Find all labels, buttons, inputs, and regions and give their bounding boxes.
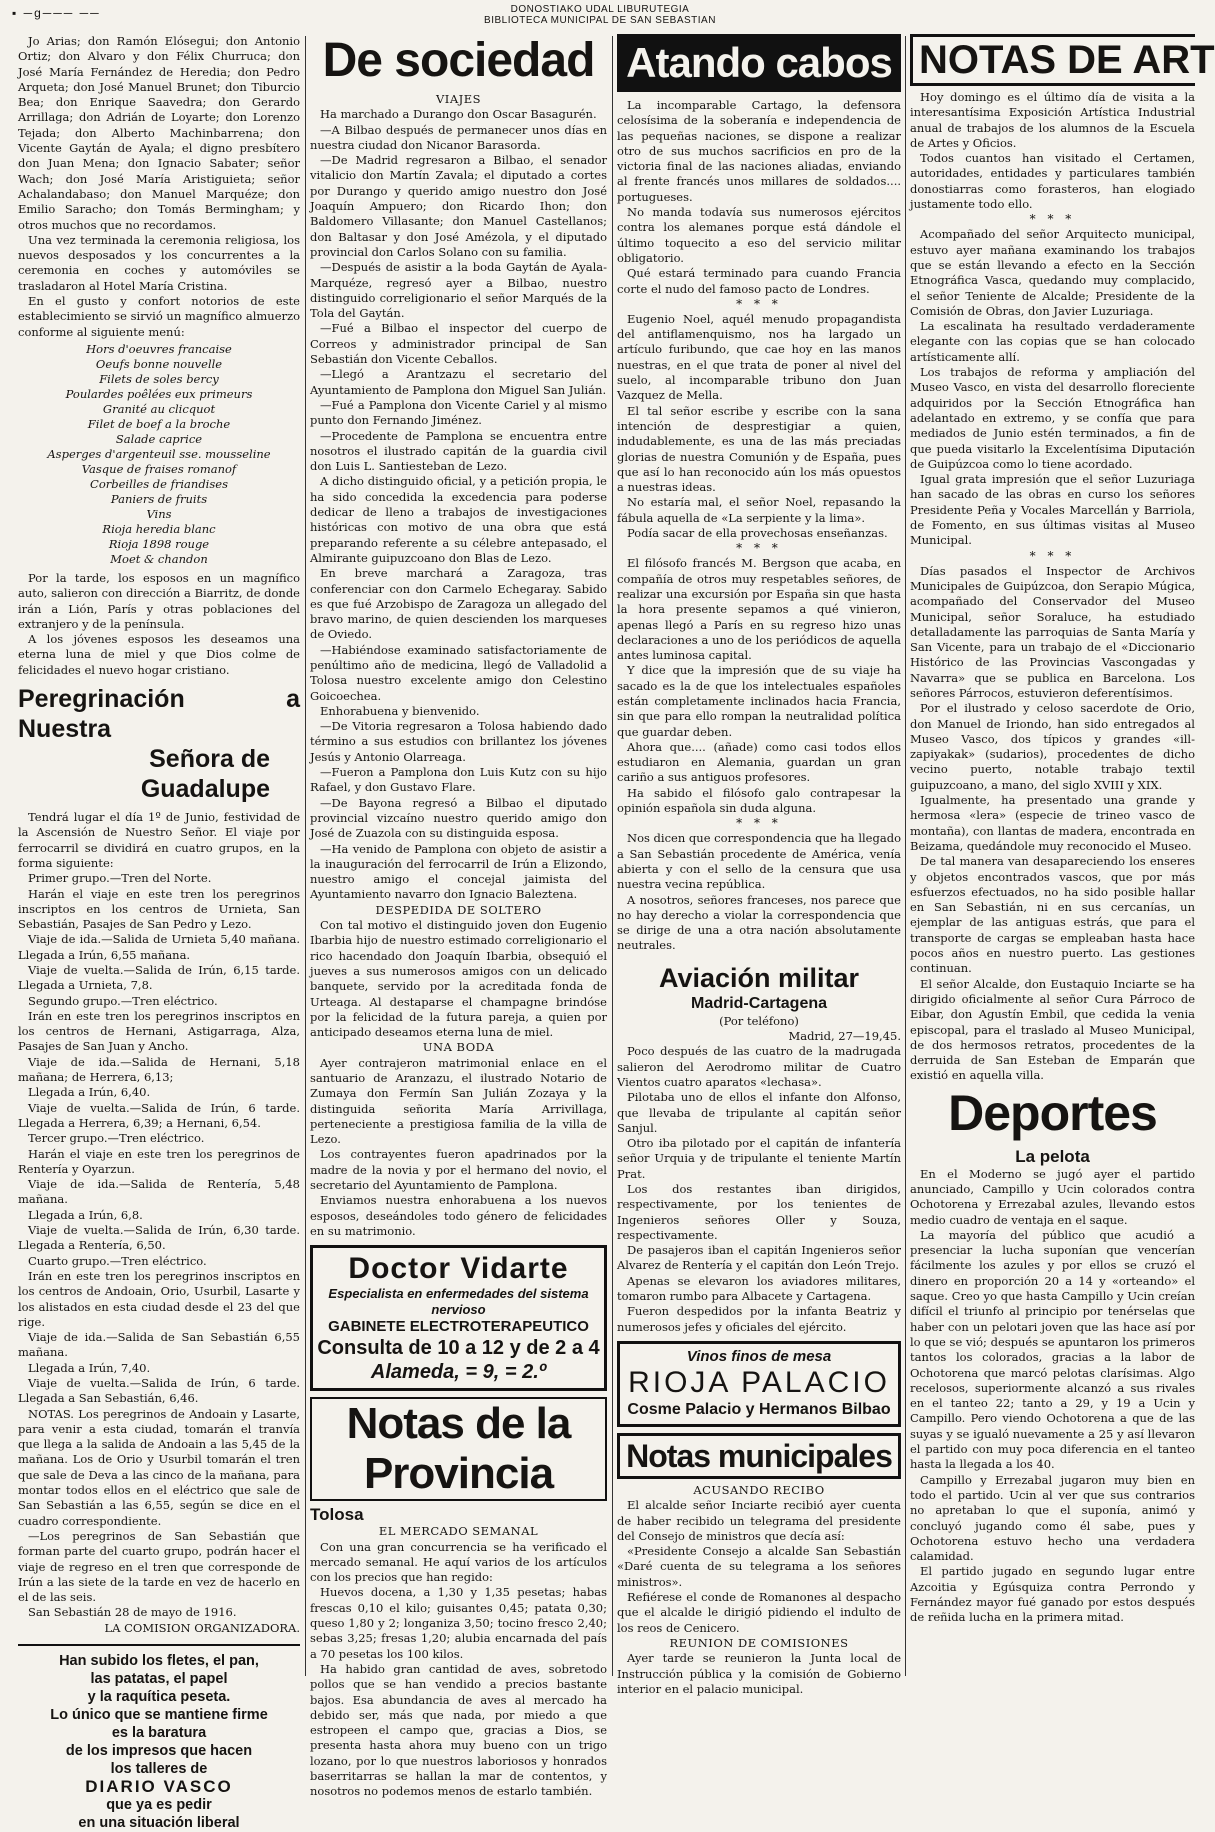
promo-line: y la raquítica peseta.: [87, 1689, 231, 1706]
section-subhead: ACUSANDO RECIBO: [693, 1482, 825, 1497]
paragraph: Ha sabido el filósofo galo contrapesar la opinión española sin duda alguna.: [617, 785, 901, 816]
paragraph: Viaje de ida.—Salida de Hernani, 5,18 mañana; de Herrera, 6,13;: [18, 1054, 300, 1085]
paragraph: Jo Arias; don Ramón Elósegui; don Antonio Ortiz; don Alvaro y don Félix Churruca; don José María Fernández de Heredia; don Pedro Arqueta; don José Manuel Brunet; don Tiburcio Bea; don Enrique Saavedra; don Gerardo Arrillaga; don Adrián de Loyarte; don Lorenzo Tejada; don Alberto Machinbarrena; don Vicente Gaytán de Ayala; el digno presbítero don Juan Mena; don Ignacio Sabater; señor Wach; don José María Aristiguieta; señor Achalandabaso; don Manuel Marquéze; don Emilio Saracho; don Tomás Bermingham; y otros muchos que no recordamos.: [18, 34, 300, 232]
paragraph: —Fueron a Pamplona don Luis Kutz con su hijo Rafael, y don Gustavo Flare.: [310, 765, 607, 795]
paragraph: Días pasados el Inspector de Archivos Municipales de Guipúzcoa, don Serapio Múgica, acompañado del Conservador del Museo Municipal, señor Soraluce, ha estudiado detalladamente las parroquias de Santa María y San Vicente, para un trabajo de el «Diccionario Histórico de las Provincias Vascongadas y Navarra» que se publica en Barcelona. Los señores Párrocos, estuvieron deferentísimos.: [910, 563, 1195, 700]
paragraph: Llegada a Irún, 6,8.: [28, 1207, 143, 1222]
menu-item: Salade caprice: [115, 431, 203, 446]
paragraph: Nos dicen que correspondencia que ha llegado a San Sebastián procedente de América, venía abierta y con el sello de la censura que usa nuestra vecina república.: [617, 831, 901, 892]
pilgrimage-headline-line-1: Peregrinación a Nuestra: [18, 685, 300, 744]
paragraph: —Fué a Pamplona don Vicente Cariel y al mismo punto don Fernando Jiménez.: [310, 397, 607, 428]
paragraph: Igualmente, ha presentado una grande y hermosa «lera» (especie de trineo vasco de montaña), con llantas de madera, encontrada en Beizama, quedándole muy reconocido el Museo.: [910, 793, 1195, 853]
paragraph: De tal manera van desapareciendo los enseres y objetos encontrados vascos, que por más esfuerzos efectuados, no ha sido posible hallar en San Sebastián, ni en sus cercanías, un ejemplar de las antiguas estrás, que para el transporte de cargas se empleaban hasta hace pocos años en nuestro puerto. Las gestiones continuan.: [910, 854, 1195, 976]
paragraph: Llegada a Irún, 6,40.: [28, 1085, 151, 1100]
telephone-note: (Por teléfono): [719, 1013, 799, 1028]
page-mark: ▪ ─g─── ──: [12, 6, 101, 20]
pilgrimage-headline: [18, 684, 300, 804]
section-subhead: VIAJES: [435, 92, 482, 106]
column-3: [617, 34, 901, 1696]
paragraph: Fueron despedidos por la infanta Beatriz y numerosos jefes y oficiales del ejército.: [617, 1304, 901, 1334]
paragraph: Los contrayentes fueron apadrinados por la madre de la novia y por el hermano del novio, el secretario del Ayuntamiento de Pamplona.: [310, 1147, 607, 1193]
menu-item: Granité au clicquot: [102, 401, 216, 416]
menu-item: Filet de boef a la broche: [87, 416, 231, 431]
promo-line: es la baratura: [111, 1725, 207, 1742]
municipal-notes-headline: Notas municipales: [617, 1433, 901, 1479]
ad-cabinet: GABINETE ELECTROTERAPEUTICO: [328, 1318, 589, 1336]
section-separator: * * *: [736, 816, 782, 831]
paragraph: Primer grupo.—Tren del Norte.: [28, 871, 212, 886]
section-subhead: EL MERCADO SEMANAL: [378, 1524, 539, 1539]
paragraph: Llegada a Irún, 7,40.: [28, 1360, 151, 1375]
society-headline: De sociedad: [322, 34, 595, 87]
paragraph: En el Moderno se jugó ayer el partido anunciado, Campillo y Ucin colorados contra Ochotorena y Errezabal azules, llevando estos medio cuadro de ventaja en el saque.: [910, 1166, 1195, 1227]
paragraph: Ayer tarde se reunieron la Junta local de Instrucción pública y la comisión de Gobierno interior en el palacio municipal.: [617, 1651, 901, 1696]
paragraph: Poco después de las cuatro de la madrugada salieron del Aerodromo militar de Cuatro Vientos cuatro aparatos «lechasa».: [617, 1044, 901, 1089]
promo-line: de los impresos que hacen: [65, 1743, 253, 1760]
paragraph: —A Bilbao después de permanecer unos días en nuestra ciudad don Nicanor Barasorda.: [310, 122, 607, 152]
column-4: [910, 34, 1215, 1684]
paragraph: Podía sacar de ella provechosas enseñanzas.: [627, 526, 888, 541]
paragraph: Irán en este tren los peregrinos inscriptos en los centros de Hernani, Astigarraga, Alza, Pasajes de San Juan y Ancho.: [18, 1008, 300, 1054]
paragraph: En el gusto y confort notorios de este establecimiento se sirvió un magnífico almuerzo conforme al siguiente menú:: [18, 294, 300, 339]
paragraph: Los trabajos de reforma y ampliación del Museo Vasco, en vista del desarrollo floreciente adquiridos por la Sección Etnográfica han adelantado en extremo, y se confía que para mediados de Junio estén terminados, a fin de que pueda visitarlo la Excelentísima Diputación de Guipúzcoa como lo tiene acordado.: [910, 365, 1195, 471]
menu-item: Vins: [146, 506, 172, 521]
paragraph: La mayoría del público que acudió a presenciar la lucha suponían que vencerían fácilmente los azules y por ellos se cruzó el dinero en proporción 20 a 14 y «orteando» el saque. Creo yo que hasta Campillo y Ucin creían difícil el triunfo al principio por tenérselas que haber con un pelotari joven que las hace así por lo que se vió; después se apuntaron los primeros tantos los colorados, gracias a la labor de Ochotorena que marcó pelotas clarísimas. Algo recelosos, superiormente alcanzó a sus rivales en el tanteo 22; tanto a 29, y 19 a Ucin y Campillo. Pero viendo Ochotorena a que de las suyas y se igualó nuevamente a 25 y así llevaron el partido con muy poca diferencia en el tanteo hasta la llegada a los 40.: [910, 1227, 1195, 1472]
paragraph: Por la tarde, los esposos en un magnífico auto, salieron con dirección a Biarritz, de donde irán a Lión, París y otras poblaciones del extranjero y de la península.: [18, 570, 300, 631]
paragraph: Apenas se elevaron los aviadores militares, tomaron rumbo para Albacete y Cartagena.: [617, 1273, 901, 1304]
menu-item: Vasque de fraises romanof: [81, 461, 237, 476]
menu-item: Asperges d'argenteuil sse. mousseline: [47, 446, 271, 461]
ad-tagline: Vinos finos de mesa: [686, 1347, 832, 1365]
section-separator: * * *: [1029, 548, 1076, 563]
paragraph: Con una gran concurrencia se ha verificado el mercado semanal. He aquí varios de los artículos con los precios que han regido:: [310, 1539, 607, 1585]
paragraph: —Los peregrinos de San Sebastián que forman parte del cuarto grupo, podrán hacer el viaje de regreso en el tren que corresponde de Irún a las siete de la tarde en vez de hacerlo en el de las seis.: [18, 1528, 300, 1605]
ad-brand: RIOJA PALACIO: [628, 1365, 890, 1399]
town-subhead: Tolosa: [310, 1505, 364, 1525]
paragraph: A nosotros, señores franceses, nos parece que no hay derecho a violar la correspondencia que se dirige de una a otra nación absolutamente neutrales.: [617, 892, 901, 953]
paragraph: Ayer contrajeron matrimonial enlace en el santuario de Aranzazu, el ilustrado Notario de Zumaya don Fermín San Julián Zozaya y la distinguida señorita María Arrivillaga, perteneciente a prestigiosa familia de la villa de Lezo.: [310, 1055, 607, 1147]
ad-specialty: Especialista en enfermedades del sistema nervioso: [328, 1286, 589, 1318]
paragraph: —Habiéndose examinado satisfactoriamente de penúltimo año de medicina, llegó de Valladolid a Tolosa nuestro excelente amigo don Celestino Goicoechea.: [310, 642, 607, 703]
section-separator: * * *: [736, 541, 782, 556]
archive-line-1: DONOSTIAKO UDAL LIBURUTEGIA: [510, 4, 690, 15]
column-rule-1: [305, 36, 306, 1676]
paragraph: Viaje de vuelta.—Salida de Irún, 6,15 tarde. Llegada a Urnieta, 7,8.: [18, 962, 300, 993]
ad-doctor-name: Doctor Vidarte: [348, 1252, 569, 1286]
paragraph: —De Bayona regresó a Bilbao el diputado provincial vizcaíno nuestro querido amigo don José de Zuazola con su distinguida esposa.: [310, 795, 607, 841]
paragraph: —Después de asistir a la boda Gaytán de Ayala-Marquéze, regresó ayer a Bilbao, nuestro distinguido correligionario el señor Marqués de la Tola del Gaytán.: [310, 260, 607, 321]
signature: LA COMISION ORGANIZADORA.: [104, 1620, 300, 1635]
promo-brand: DIARIO VASCO: [85, 1777, 233, 1797]
promo-line: Lo único que se mantiene firme: [50, 1707, 268, 1724]
menu-item: Poulardes poêlées eux primeurs: [65, 386, 253, 401]
paragraph: Viaje de ida.—Salida de Rentería, 5,48 mañana.: [18, 1177, 300, 1207]
paragraph: El alcalde señor Inciarte recibió ayer cuenta de haber recibido un telegrama del presidente del Consejo de ministros que decía así:: [617, 1498, 901, 1543]
section-separator: * * *: [736, 296, 782, 311]
menu-item: Rioja heredia blanc: [102, 521, 216, 536]
paragraph: Ahora que.... (añade) como casi todos ellos estudiaron en Alemania, guardan un gran cariño a sus antiguos profesores.: [617, 739, 901, 785]
paragraph: NOTAS. Los peregrinos de Andoain y Lasarte, para venir a esta ciudad, tomarán el tranvía que llega a la salida de Andoain a las 5,45 de la mañana. Los de Orio y Usurbil tomarán el tren que sale de Deva a las cinco de la mañana, para montar todos ellos en el eléctrico que sale de San Sebastián a las 6,55, según se dice en el cuadro correspondiente.: [18, 1406, 300, 1528]
promo-line: los talleres de: [110, 1761, 208, 1778]
paragraph: El señor Alcalde, don Eustaquio Inciarte se ha dirigido oficialmente al señor Cura Párroco de Eibar, don Agustín Embil, que cedida la venia episcopal, para el traslado al Museo Municipal, de dos hermosos retratos, procedentes de la derruida de San Esteban de Emparán que existió en aquella villa.: [910, 976, 1195, 1083]
column-1: [18, 34, 300, 1832]
art-notes-headline: NOTAS DE ART: [910, 34, 1195, 86]
archive-line-2: BIBLIOTECA MUNICIPAL DE SAN SEBASTIAN: [484, 15, 716, 26]
paragraph: Una vez terminada la ceremonia religiosa, los nuevos desposados y los concurrentes a la ceremonia en coches y automóviles se trasladaron al Hotel María Cristina.: [18, 232, 300, 293]
paragraph: Enhorabuena y bienvenido.: [320, 703, 480, 718]
ad-producer: Cosme Palacio y Hermanos Bilbao: [627, 1400, 891, 1418]
diario-vasco-promo: [18, 1644, 300, 1832]
menu-item: Paniers de fruits: [110, 491, 208, 506]
province-notes-headline: Notas de la Provincia: [310, 1397, 607, 1501]
paragraph: Ha marchado a Durango don Oscar Basagurén.: [320, 107, 597, 122]
promo-line: que ya es pedir: [106, 1797, 212, 1814]
pelota-subhead: La pelota: [1015, 1146, 1090, 1166]
paragraph: —De Vitoria regresaron a Tolosa habiendo dado término a sus estudios con brillantez los jóvenes Jesús y Antonio Olarreaga.: [310, 719, 607, 764]
menu-item: Oeufs bonne nouvelle: [95, 356, 223, 371]
menu-item: Rioja 1898 rouge: [108, 536, 210, 551]
paragraph: El tal señor escribe y escribe con la sana intención de desprestigiar a quien, indudablemente, es una de las más preciadas glorias de nuestra Comunión y de España, pues que así lo han reconocido aún los más opuestos a nuestras ideas.: [617, 403, 901, 495]
paragraph: Qué estará terminado para cuando Francia corte el nudo del famoso pacto de Londres.: [617, 266, 901, 296]
paragraph: Viaje de ida.—Salida de Urnieta 5,40 mañana. Llegada a Irún, 6,55 mañana.: [18, 932, 300, 962]
menu-item: Moet & chandon: [110, 551, 208, 566]
section-separator: * * *: [1029, 212, 1076, 227]
paragraph: Harán el viaje en este tren los peregrinos inscriptos en los centros de Urnieta, San Sebastián, Pasajes de San Pedro y Lezo.: [18, 886, 300, 932]
archive-header: [0, 4, 1200, 26]
rioja-palacio-ad: [617, 1341, 901, 1427]
paragraph: Por el ilustrado y celoso sacerdote de Orio, don Manuel de Iriondo, han sido entregados al Museo Vasco, dos típicos y grandes «ill-zapiyakak» (sudarios), procedentes de dicho vecino puerto, notable trabajo textil guipuzcoano, a mano, del siglo XVIII y XIX.: [910, 701, 1195, 792]
section-subhead: DESPEDIDA DE SOLTERO: [375, 902, 542, 917]
paragraph: Otro iba pilotado por el capitán de infantería señor Urquia y de tripulante el teniente Martín Prat.: [617, 1136, 901, 1181]
paragraph: Hoy domingo es el último día de visita a la interesantísima Exposición Artística Industrial anual de trabajos de los alumnos de la Escuela de Artes y Oficios.: [910, 90, 1195, 150]
dateline: San Sebastián 28 de mayo de 1916.: [28, 1605, 237, 1620]
pilgrimage-headline-line-2: Señora de Guadalupe: [140, 745, 270, 804]
paragraph: Los dos restantes iban dirigidos, respectivamente, por los tenientes de Ingenieros señores Oller y Souza, respectivamente.: [617, 1182, 901, 1242]
paragraph: «Presidente Consejo a alcalde San Sebastián «Daré cuenta de su telegrama a los señores ministros».: [617, 1544, 901, 1589]
ad-hours: Consulta de 10 a 12 y de 2 a 4: [317, 1337, 600, 1360]
promo-line: las patatas, el papel: [90, 1671, 228, 1688]
paragraph: La incomparable Cartago, la defensora celosísima de la soberanía e independencia de las pequeñas naciones, se dispone a realizar otro de sus muchos sacrificios en pro de la victoria final de las naciones aliadas, enviando al frente francés unos millares de soldados.... portugueses.: [617, 98, 901, 204]
paragraph: No estaría mal, el señor Noel, repasando la fábula aquella de «La serpiente y la lima».: [617, 495, 901, 525]
paragraph: —Procedente de Pamplona se encuentra entre nosotros el ilustrado capitán de la guardia civil don Luis L. Santiesteban de Lezo.: [310, 428, 607, 474]
dateline: Madrid, 27—19,45.: [788, 1029, 901, 1044]
aviation-subhead: Madrid-Cartagena: [690, 994, 828, 1012]
paragraph: Y dice que la impresión que de su viaje ha sacado es la de que los intelectuales españoles están completamente inclinados hacia Francia, sin que para ello rompan la neutralidad política que guardar deben.: [617, 663, 901, 739]
paragraph: Eugenio Noel, aquél menudo propagandista del antiflamenquismo, nos ha largado un artículo furibundo, que cae hoy en las manos nuestras, en el que trata de poner al nivel del suelo, al incomparable tribuno don Juan Vazquez de Mella.: [617, 311, 901, 403]
paragraph: —Llegó a Arantzazu el secretario del Ayuntamiento de Pamplona don Miguel San Julián.: [310, 367, 607, 397]
doctor-vidarte-ad: [310, 1245, 607, 1391]
paragraph: De pasajeros iban el capitán Ingenieros señor Alvarez de Rentería y el capitán don León Trejo.: [617, 1243, 901, 1273]
paragraph: Campillo y Errezabal jugaron muy bien en todo el partido. Ucin al ver que sus contrarios no apretaban lo que el suponía, animó y concluyó jugando como él sabe, pues y Ochotorena estuvo hecho una verdadera calamidad.: [910, 1472, 1195, 1564]
menu-item: Corbeilles de friandises: [90, 476, 228, 491]
aviation-headline: Aviación militar: [658, 962, 860, 993]
paragraph: Todos cuantos han visitado el Certamen, autoridades, entidades y particulares también donostiarras como forasteros, han elogiado justamente todo ello.: [910, 151, 1195, 212]
column-rule-3: [905, 36, 906, 1676]
paragraph: Ha habido gran cantidad de aves, sobretodo pollos que se han vendido a precios bastante bajos. Esa abundancia de aves al mercado ha debido ser, más que nada, por miedo a que estropeen el campo que, gracias a Dios, se presenta hasta ahora muy bueno con un trigo lozano, por lo que nuestros laboriosos y honrados baserritarras se hallan la mar de contentos, y nosotros no podemos menos de estarlo también.: [310, 1661, 607, 1799]
sports-headline: Deportes: [948, 1084, 1157, 1141]
paragraph: El filósofo francés M. Bergson que acaba, en compañía de otros muy respetables señores, de realizar una excursión por España sin que hasta la hora presente sepamos a qué vinieron, apenas llegó a París en su regreso hizo unas declaraciones a uno de los periódicos de aquella antes luminosa capital.: [617, 556, 901, 663]
promo-line: Han subido los fletes, el pan,: [59, 1653, 259, 1670]
section-subhead: UNA BODA: [422, 1040, 495, 1055]
paragraph: Igual grata impresión que el señor Luzuriaga han sacado de las obras en curso los señores Presidente Peña y Vocales Marcellán y Barriola, de Fomento, en sus últimas visitas al Museo Municipal.: [910, 472, 1195, 548]
promo-line: en una situación liberal: [78, 1815, 240, 1832]
ad-address: Alameda, = 9, = 2.º: [370, 1361, 547, 1384]
banquet-menu: [18, 342, 300, 567]
paragraph: —Ha venido de Pamplona con objeto de asistir a la inauguración del ferrocarril de Irún a Elizondo, nuestro amigo el concejal jaimista del Ayuntamiento navarro don Ignacio Baleztena.: [310, 841, 607, 902]
menu-item: Hors d'oeuvres francaise: [86, 341, 232, 356]
paragraph: Segundo grupo.—Tren eléctrico.: [28, 993, 218, 1008]
paragraph: Refiérese el conde de Romanones al despacho que el alcalde le dirigió pidiendo el indulto de los reos de Cenicero.: [617, 1590, 901, 1635]
paragraph: Harán el viaje en este tren los peregrinos de Rentería y Oyarzun.: [18, 1146, 300, 1176]
paragraph: A los jóvenes esposos les deseamos una eterna luna de miel y que Dios colme de felicidades el nuevo hogar cristiano.: [18, 632, 300, 677]
paragraph: En breve marchará a Zaragoza, tras conferenciar con don Carmelo Echegaray. Sabido es que fué Arzobispo de Zaragoza un allegado del bravo marino, de quien descienden los marqueses de Oviedo.: [310, 566, 607, 642]
paragraph: —Fué a Bilbao el inspector del cuerpo de Correos y administrador principal de San Sebastián don Vicente Ceballos.: [310, 321, 607, 367]
paragraph: No manda todavía sus numerosos ejércitos contra los alemanes porque está dándole el último toquecito a eso del servicio militar obligatorio.: [617, 205, 901, 265]
column-rule-2: [612, 36, 613, 1676]
menu-item: Filets de soles bercy: [99, 371, 219, 386]
paragraph: Viaje de vuelta.—Salida de Irún, 6,30 tarde. Llegada a Rentería, 6,50.: [18, 1223, 300, 1253]
paragraph: Viaje de vuelta.—Salida de Irún, 6 tarde. Llegada a San Sebastián, 6,46.: [18, 1376, 300, 1406]
paragraph: Cuarto grupo.—Tren eléctrico.: [28, 1253, 207, 1268]
atando-cabos-headline: Atando cabos: [617, 34, 901, 92]
paragraph: Huevos docena, a 1,30 y 1,35 pesetas; habas frescas 0,10 el kilo; guisantes 0,45; patata 0,30; queso 1,80 y 2; longaniza 3,50; tocino fresco 2,40; sebas 3,25; fresas 1,20; alubia encarnada del país a 70 pesetas los 100 kilos.: [310, 1585, 607, 1661]
paragraph: Con tal motivo el distinguido joven don Eugenio Ibarbia hijo de nuestro estimado correligionario el rico hacendado don Joaquín Ibarbia, obsequió el jueves a sus numerosos amigos con un delicado banquete, servido por la acreditada fonda de Urteaga. Al destaparse el champagne brindóse por la felicidad de la futura pareja, a quien por anticipado deseamos eterna luna de miel.: [310, 918, 607, 1040]
paragraph: Tendrá lugar el día 1º de Junio, festividad de la Ascensión de Nuestro Señor. El viaje por ferrocarril se dividirá en cuatro grupos, en la forma siguiente:: [18, 810, 300, 870]
column-2: [310, 34, 607, 1799]
section-subhead: REUNION DE COMISIONES: [669, 1635, 849, 1650]
paragraph: A dicho distinguido oficial, y a petición propia, le ha sido concedida la excedencia para poderse dedicar de lleno a trabajos de investigaciones históricas con motivo de una obra que está preparando referente a su célebre antepasado, el Almirante guipuzcoano don Blas de Lezo.: [310, 474, 607, 565]
paragraph: La escalinata ha resultado verdaderamente elegante con las copias que se han colocado artísticamente allí.: [910, 319, 1195, 364]
paragraph: Pilotaba uno de ellos el infante don Alfonso, que llevaba de tripulante al capitán señor Sanjul.: [617, 1090, 901, 1135]
paragraph: Viaje de vuelta.—Salida de Irún, 6 tarde. Llegada a Herrera, 6,39; a Hernani, 6,54.: [18, 1100, 300, 1130]
paragraph: Enviamos nuestra enhorabuena a los nuevos esposos, deseándoles todo género de felicidades en su matrimonio.: [310, 1193, 607, 1238]
paragraph: Tercer grupo.—Tren eléctrico.: [28, 1131, 205, 1146]
paragraph: Viaje de ida.—Salida de San Sebastián 6,55 mañana.: [18, 1330, 300, 1360]
paragraph: —De Madrid regresaron a Bilbao, el senador vitalicio don Martín Zavala; el diputado a cortes por Durango y querido amigo nuestro don José Joaquín Ampuero; don Ricardo Ihon; don Baldomero Villasante; don Manuel Castellanos; don Baltasar y don José Amézola, y el diputado provincial don Carlos Solano con su familia.: [310, 153, 607, 259]
paragraph: Irán en este tren los peregrinos inscriptos en los centros de Andoain, Orio, Usurbil, Lasarte y los alistados en esta ciudad desde el 23 del que rige.: [18, 1268, 300, 1329]
paragraph: El partido jugado en segundo lugar entre Azcoitia y Egúsquiza contra Perrondo y Fernández mayor fué ganado por estos después de reñida lucha en la primera mitad.: [910, 1564, 1195, 1625]
paragraph: Acompañado del señor Arquitecto municipal, estuvo ayer mañana examinando los trabajos que se están llevando a efecto en la Sección Etnográfica Vasca, quedando muy complacido, el señor Teniente de Alcalde; Presidente de la Comisión de Obras, don Javier Luzuriaga.: [910, 227, 1195, 318]
